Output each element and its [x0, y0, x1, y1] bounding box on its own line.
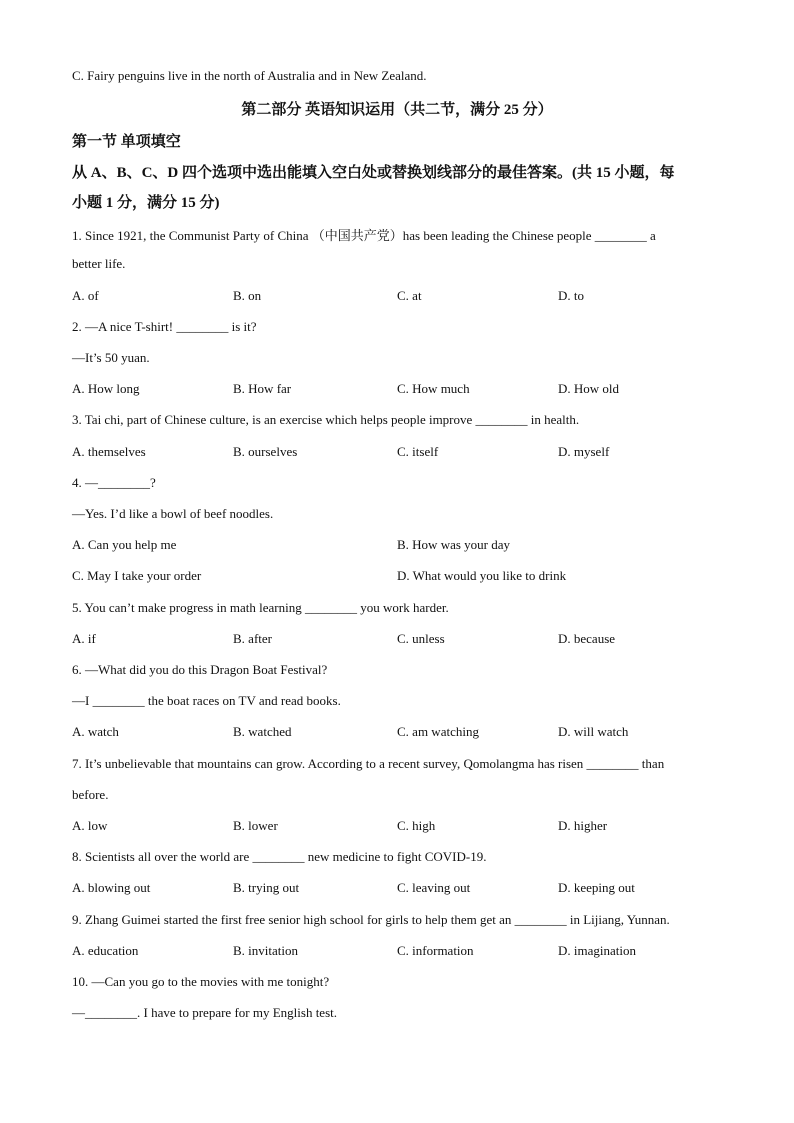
- question-4-option-c: C. May I take your order: [72, 568, 202, 583]
- question-4-option-a: A. Can you help me: [72, 537, 177, 552]
- question-8-option-c: C. leaving out: [397, 880, 471, 895]
- prev-option-c: C. Fairy penguins live in the north of Australia and in New Zealand.: [72, 68, 427, 83]
- question-4-option-d: D. What would you like to drink: [397, 568, 567, 583]
- question-7-option-d: D. higher: [558, 818, 608, 833]
- question-1-stem: 1. Since 1921, the Communist Party of China （中国共产党）has been leading the Chinese people ________ a: [72, 228, 656, 243]
- question-3-option-c: C. itself: [397, 444, 439, 459]
- question-3-option-a: A. themselves: [72, 444, 146, 459]
- question-7-option-a: A. low: [72, 818, 108, 833]
- question-9-option-a: A. education: [72, 943, 139, 958]
- question-5-option-a: A. if: [72, 631, 96, 646]
- question-6-option-a: A. watch: [72, 724, 119, 739]
- question-8-option-a: A. blowing out: [72, 880, 151, 895]
- question-3-option-b: B. ourselves: [233, 444, 298, 459]
- question-5-option-b: B. after: [233, 631, 272, 646]
- question-5-option-c: C. unless: [397, 631, 445, 646]
- question-5-stem: 5. You can’t make progress in math learning ________ you work harder.: [72, 600, 449, 615]
- question-1-stem-cont: better life.: [72, 256, 126, 271]
- question-10-stem-cont: —________. I have to prepare for my English test.: [72, 1005, 337, 1020]
- section-title: 第一节 单项填空: [72, 134, 181, 150]
- question-9-option-c: C. information: [397, 943, 474, 958]
- question-7-stem: 7. It’s unbelievable that mountains can grow. According to a recent survey, Qomolangma has risen ________ than: [72, 756, 665, 771]
- question-2-option-a: A. How long: [72, 381, 140, 396]
- question-4-stem: 4. —________?: [72, 475, 156, 490]
- question-3-stem: 3. Tai chi, part of Chinese culture, is an exercise which helps people improve ________ in health.: [72, 412, 580, 427]
- instructions-line-1: 从 A、B、C、D 四个选项中选出能填入空白处或替换划线部分的最佳答案。(共 15 小题，每: [72, 165, 675, 181]
- part-title: 第二部分 英语知识运用（共二节，满分 25 分）: [241, 102, 553, 118]
- question-6-option-c: C. am watching: [397, 724, 479, 739]
- instructions-line-2: 小题 1 分，满分 15 分): [72, 195, 220, 211]
- question-5-option-d: D. because: [558, 631, 616, 646]
- question-8-option-d: D. keeping out: [558, 880, 635, 895]
- question-1-option-c: C. at: [397, 288, 422, 303]
- question-4-stem-cont: —Yes. I’d like a bowl of beef noodles.: [72, 506, 274, 521]
- question-1-option-b: B. on: [233, 288, 262, 303]
- question-6-option-b: B. watched: [233, 724, 292, 739]
- question-9-option-d: D. imagination: [558, 943, 636, 958]
- question-2-option-d: D. How old: [558, 381, 620, 396]
- question-7-stem-cont: before.: [72, 787, 109, 802]
- question-10-stem: 10. —Can you go to the movies with me tonight?: [72, 974, 330, 989]
- question-4-option-b: B. How was your day: [397, 537, 511, 552]
- question-8-stem: 8. Scientists all over the world are ________ new medicine to fight COVID-19.: [72, 849, 487, 864]
- question-2-stem-cont: —It’s 50 yuan.: [72, 350, 150, 365]
- question-7-option-b: B. lower: [233, 818, 278, 833]
- question-1-option-a: A. of: [72, 288, 99, 303]
- question-6-stem: 6. —What did you do this Dragon Boat Festival?: [72, 662, 328, 677]
- question-2-option-c: C. How much: [397, 381, 470, 396]
- question-8-option-b: B. trying out: [233, 880, 300, 895]
- question-9-stem: 9. Zhang Guimei started the first free senior high school for girls to help them get an ________ in Lijiang, Yunnan.: [72, 912, 670, 927]
- question-9-option-b: B. invitation: [233, 943, 298, 958]
- question-6-stem-cont: —I ________ the boat races on TV and read books.: [72, 693, 341, 708]
- question-2-option-b: B. How far: [233, 381, 292, 396]
- question-3-option-d: D. myself: [558, 444, 610, 459]
- question-7-option-c: C. high: [397, 818, 436, 833]
- question-6-option-d: D. will watch: [558, 724, 629, 739]
- question-2-stem: 2. —A nice T-shirt! ________ is it?: [72, 319, 257, 334]
- question-1-option-d: D. to: [558, 288, 584, 303]
